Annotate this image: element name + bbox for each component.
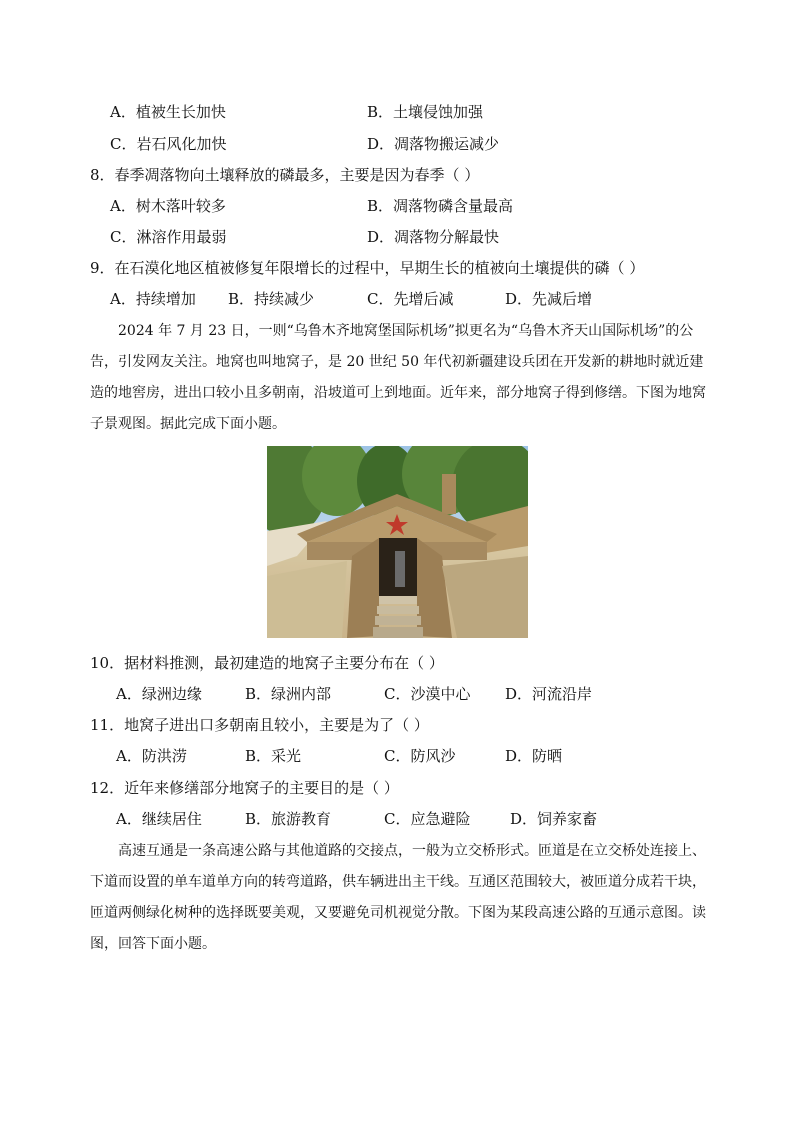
- q8-option-a: A．树木落叶较多: [110, 197, 226, 215]
- passage-interchange: [90, 836, 706, 960]
- q9-option-c: C．先增后减: [367, 290, 454, 308]
- q8-stem: 8．春季凋落物向土壤释放的磷最多，主要是因为春季（ ）: [90, 166, 480, 184]
- q10-option-c: C．沙漠中心: [384, 685, 471, 703]
- q11-option-b: B．采光: [245, 747, 302, 765]
- q9-option-a: A．持续增加: [110, 290, 196, 308]
- q8-option-d: D．凋落物分解最快: [367, 228, 500, 246]
- q10-stem: 10．据材料推测，最初建造的地窝子主要分布在（ ）: [90, 654, 444, 672]
- q11-option-c: C．防风沙: [384, 747, 456, 765]
- q12-stem: 12．近年来修缮部分地窝子的主要目的是（ ）: [90, 779, 399, 797]
- q7-option-d: D．凋落物搬运减少: [367, 135, 500, 153]
- q12-option-c: C．应急避险: [384, 810, 471, 828]
- q12-option-d: D．饲养家畜: [510, 810, 598, 828]
- q12-option-a: A．继续居住: [116, 810, 202, 828]
- q7-option-b: B．土壤侵蚀加强: [367, 103, 484, 121]
- q12-option-b: B．旅游教育: [245, 810, 332, 828]
- q8-option-b: B．凋落物磷含量最高: [367, 197, 514, 215]
- q11-option-d: D．防晒: [505, 747, 563, 765]
- q9-stem: 9．在石漠化地区植被修复年限增长的过程中，早期生长的植被向土壤提供的磷（ ）: [90, 259, 645, 277]
- passage-interchange-text: 高速互通是一条高速公路与其他道路的交接点，一般为立交桥形式。匝道是在立交桥处连接上、下道而设置的单车道单方向的转弯道路，供车辆进出主干线。互通区范围较大，被匝道分成若干块，匝道两侧绿化树种的选择既要美观，又要避免司机视觉分散。下图为某段高速公路的互通示意图。读图，回答下面小题。: [90, 843, 706, 952]
- q11-option-a: A．防洪涝: [116, 747, 187, 765]
- q9-option-d: D．先减后增: [505, 290, 593, 308]
- q7-option-a: A．植被生长加快: [110, 103, 226, 121]
- q10-option-b: B．绿洲内部: [245, 685, 332, 703]
- q9-option-b: B．持续减少: [228, 290, 315, 308]
- passage-diwozi: [90, 316, 706, 440]
- diwozi-photo: [267, 446, 528, 638]
- q10-option-a: A．绿洲边缘: [116, 685, 202, 703]
- q7-option-c: C．岩石风化加快: [110, 135, 227, 153]
- q8-option-c: C．淋溶作用最弱: [110, 228, 227, 246]
- q11-stem: 11．地窝子进出口多朝南且较小，主要是为了（ ）: [90, 716, 429, 734]
- q10-option-d: D．河流沿岸: [505, 685, 593, 703]
- passage-diwozi-text: 2024 年 7 月 23 日，一则“乌鲁木齐地窝堡国际机场”拟更名为“乌鲁木齐天山国际机场”的公告，引发网友关注。地窝也叫地窝子，是 20 世纪 50 年代初新疆建设兵团在开发新的耕地时就近建造的地窖房，进出口较小且多朝南，沿坡道可上到地面。近年来，部分地窝子得到修缮。下图为地窝子景观图。据此完成下面小题。: [90, 323, 706, 432]
